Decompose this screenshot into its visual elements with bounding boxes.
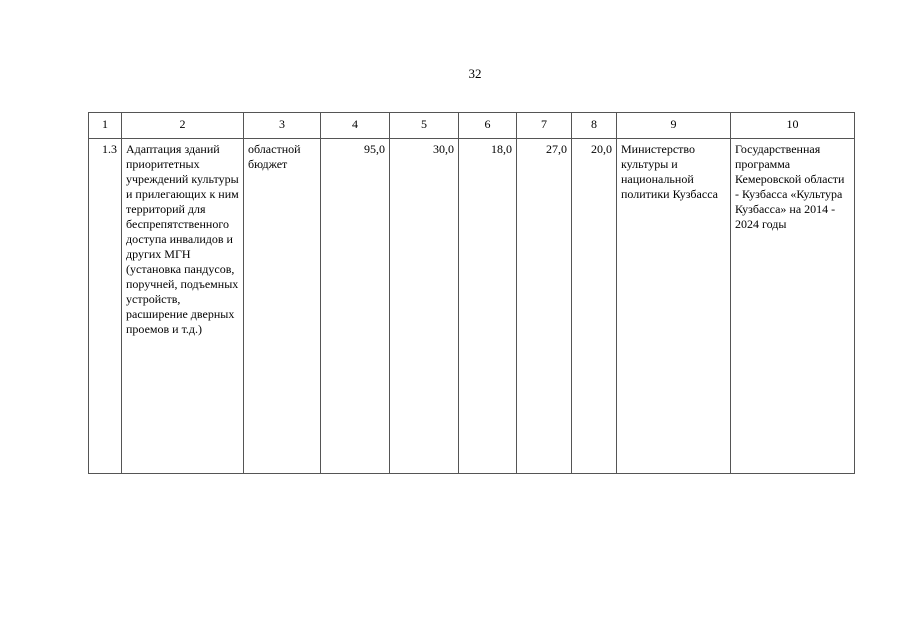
column-header-1: 1 (89, 113, 122, 139)
program-name-cell: Государственная программа Кемеровской области - Кузбасса «Культура Кузбасса» на 2014 - 2024 годы (731, 139, 855, 474)
program-table (88, 112, 855, 474)
column-header-8: 8 (572, 113, 617, 139)
responsible-executor-cell: Министерство культуры и национальной политики Кузбасса (617, 139, 731, 474)
column-header-10: 10 (731, 113, 855, 139)
column-header-5: 5 (390, 113, 459, 139)
column-header-9: 9 (617, 113, 731, 139)
table-row (89, 139, 855, 474)
amount-col7-cell: 27,0 (517, 139, 572, 474)
column-header-7: 7 (517, 113, 572, 139)
row-number-cell: 1.3 (89, 139, 122, 474)
funding-source-cell: областной бюджет (244, 139, 321, 474)
amount-col6-cell: 18,0 (459, 139, 517, 474)
column-header-2: 2 (122, 113, 244, 139)
column-header-3: 3 (244, 113, 321, 139)
column-header-6: 6 (459, 113, 517, 139)
amount-col8-cell: 20,0 (572, 139, 617, 474)
measure-name-cell: Адаптация зданий приоритетных учреждений культуры и прилегающих к ним территорий для беспрепятственного доступа инвалидов и других МГН (установка пандусов, поручней, подъемных устройств, расширение дверных проемов и т.д.) (122, 139, 244, 474)
amount-col5-cell: 30,0 (390, 139, 459, 474)
table-header-row (89, 113, 855, 139)
page-number: 32 (468, 66, 482, 81)
total-amount-cell: 95,0 (321, 139, 390, 474)
column-header-4: 4 (321, 113, 390, 139)
